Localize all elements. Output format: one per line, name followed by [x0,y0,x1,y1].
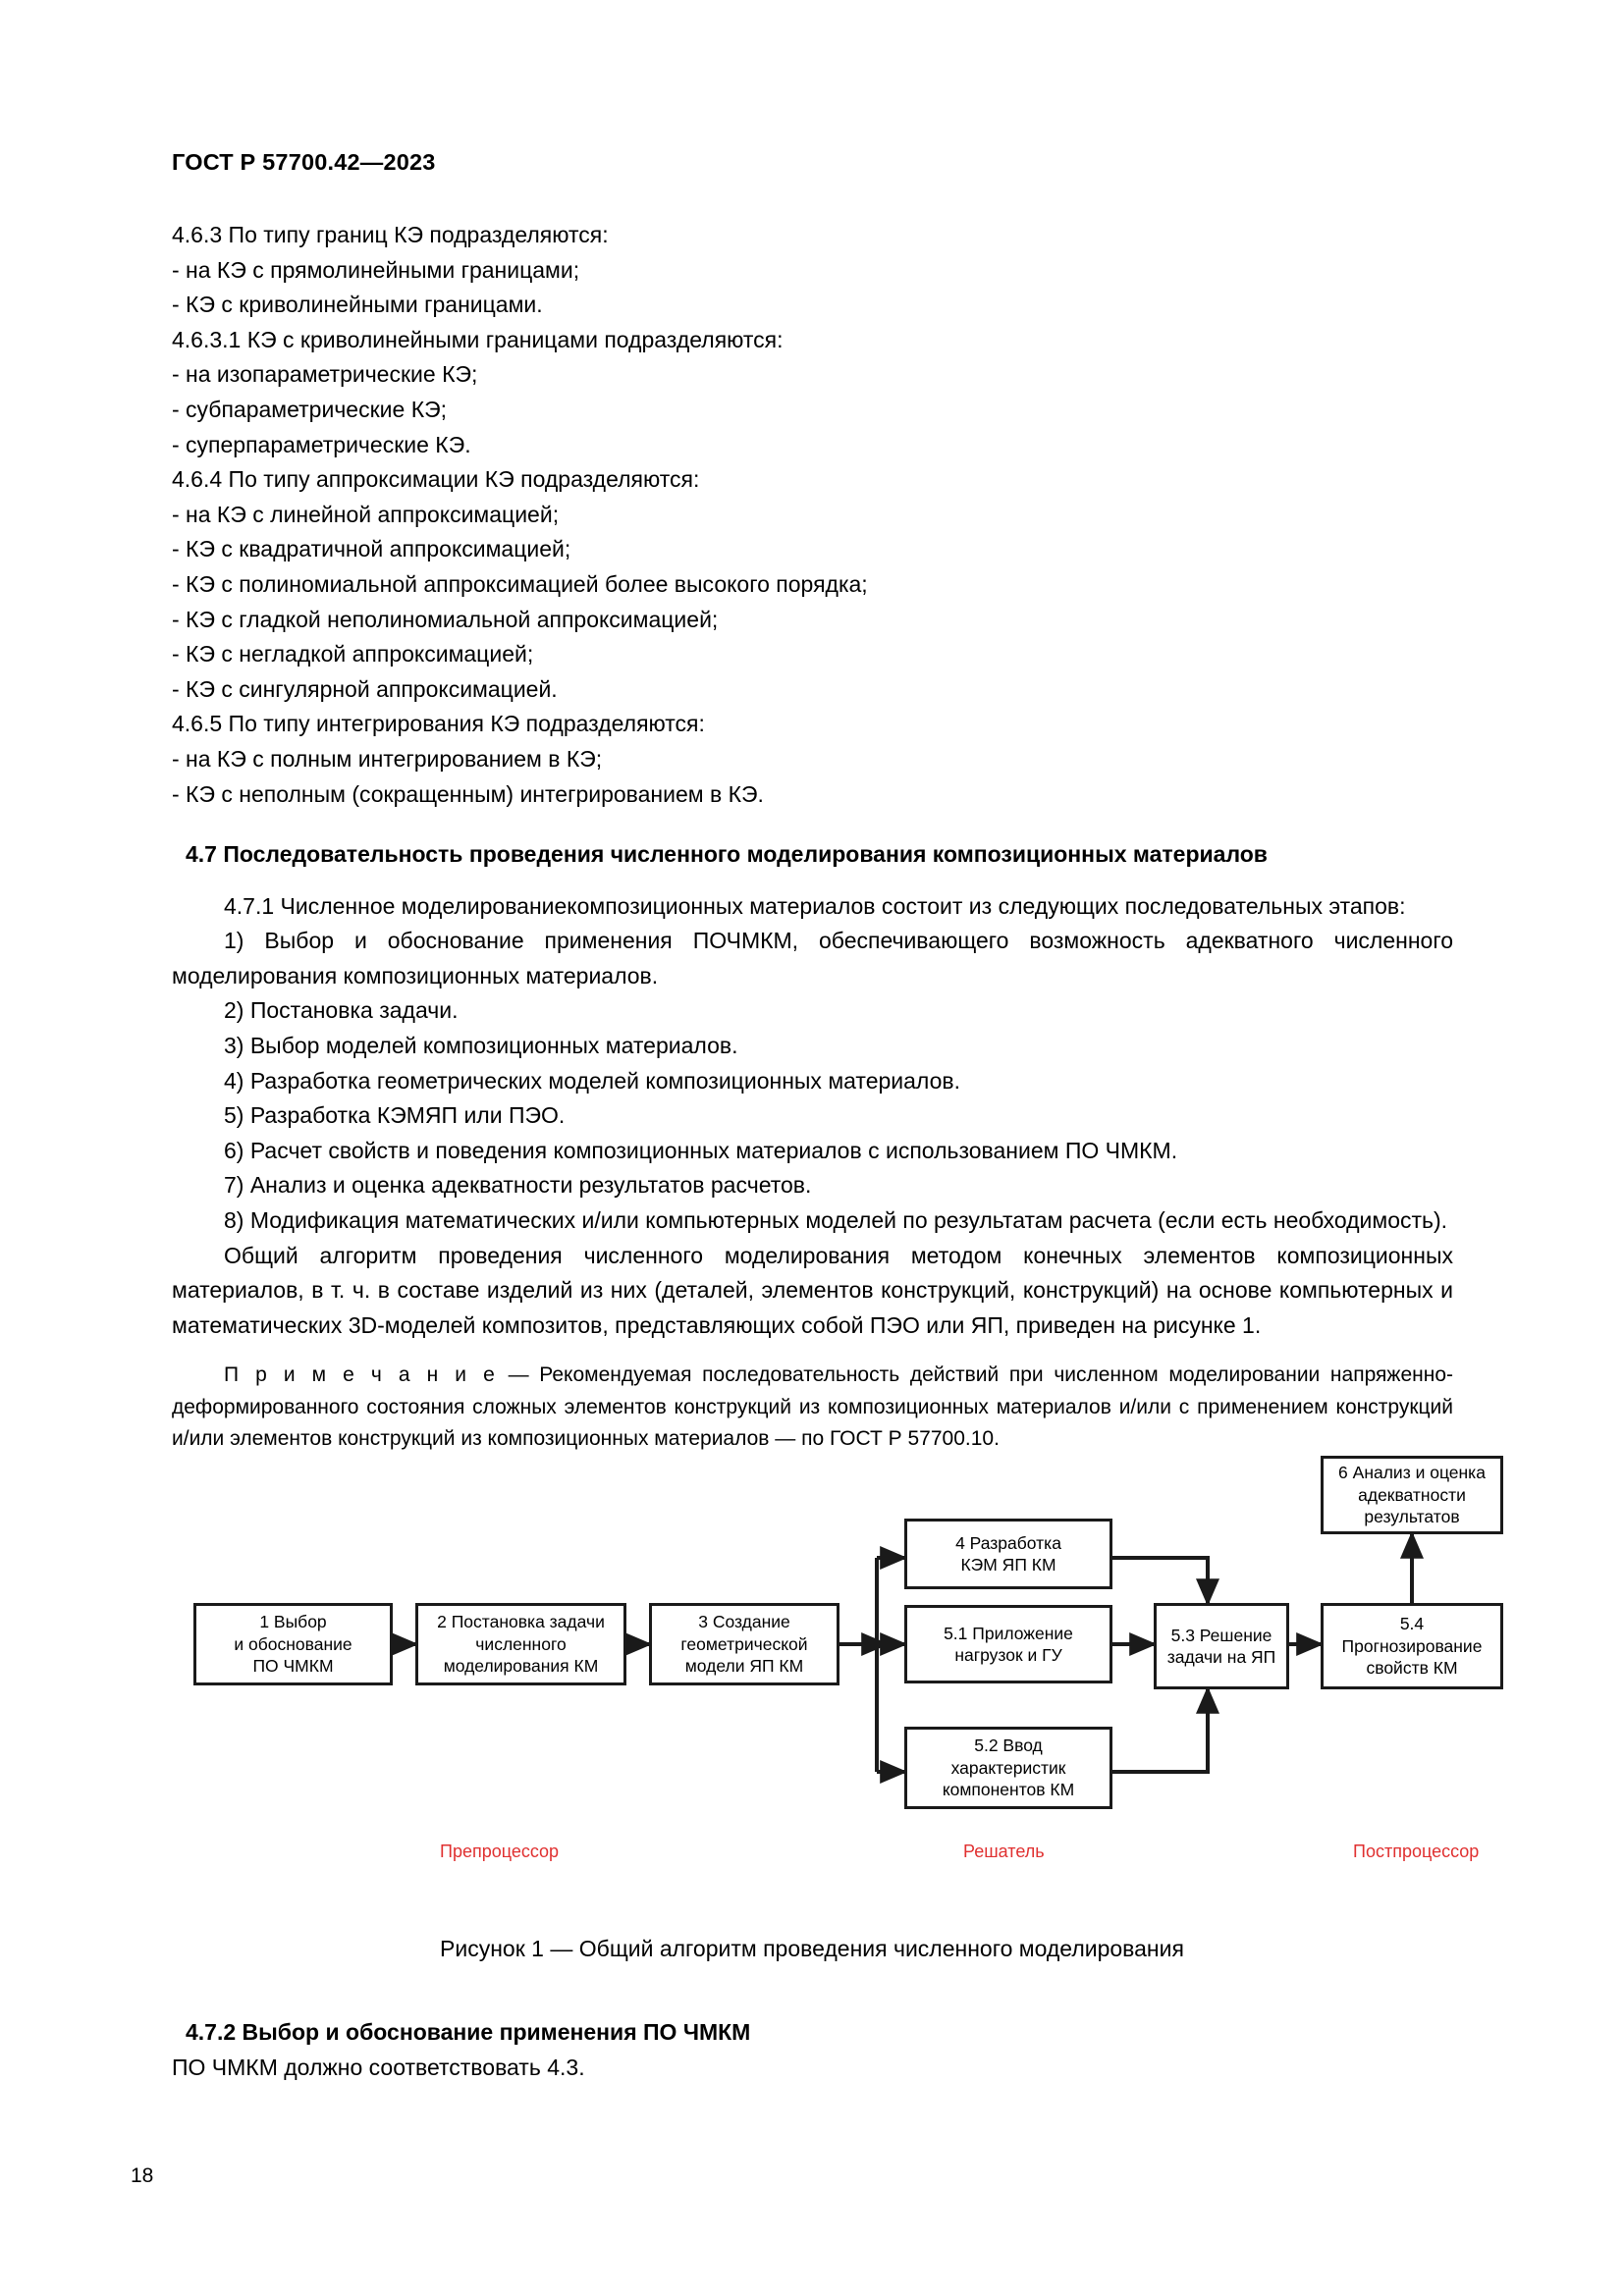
flow-node-5-2[interactable] [904,1727,1112,1809]
section-spacer [172,812,1453,837]
flow-node-3-label: 3 Создание геометрической модели ЯП КМ [680,1612,808,1677]
clause-4-6-5: 4.6.5 По типу интегрирования КЭ подразделяются: [172,711,705,737]
figure-1-flowchart [0,1463,1624,1899]
flow-node-2-label: 2 Постановка задачи численного моделирования КМ [437,1612,605,1677]
note-spacer [172,1343,1453,1360]
step-item-1: 1) Выбор и обоснование применения ПОЧМКМ, обеспечивающего возможность адекватного численного моделирования композиционных материалов. [172,928,1453,988]
clause-4-7-1: 4.7.1 Численное моделированиекомпозиционных материалов состоит из следующих последовательных этапов: [224,892,1406,919]
clause-4-6-3-1-item: - суперпараметрические КЭ. [172,431,471,457]
clause-4-6-3-1-item: - субпараметрические КЭ; [172,396,448,422]
flow-node-1-label: 1 Выбор и обоснование ПО ЧМКМ [234,1612,352,1677]
flow-node-4[interactable] [904,1519,1112,1589]
flow-node-5-4-label: 5.4 Прогнозирование свойств КМ [1341,1614,1483,1679]
clause-4-6-4-item: - КЭ с полиномиальной аппроксимацией более высокого порядка; [172,570,868,597]
stage-label-solver: Решатель [963,1842,1045,1861]
step-item-6: 6) Расчет свойств и поведения композиционных материалов с использованием ПО ЧМКМ. [224,1137,1178,1163]
note-paragraph [172,1360,1453,1456]
section-heading-4-7-wrap [172,837,1453,873]
stage-label-preprocessor: Препроцессор [440,1842,560,1861]
clause-4-6-3-1: 4.6.3.1 КЭ с криволинейными границами подразделяются: [172,326,784,352]
note-body: — Рекомендуемая последовательность действий при численном моделировании напряженно-деформированного состояния сложных элементов конструкций из композиционных материалов и/или с применением конструкций и/или элементов конструкций из композиционных материалов — по ГОСТ Р 57700.10. [172,1363,1453,1451]
flow-node-3[interactable] [649,1603,839,1685]
page-number: 18 [131,2164,154,2187]
step-item-5: 5) Разработка КЭМЯП или ПЭО. [224,1102,566,1129]
flow-node-5-1[interactable] [904,1605,1112,1683]
clause-4-7-2-text: ПО ЧМКМ должно соответствовать 4.3. [172,2054,585,2080]
flow-node-6-label: 6 Анализ и оценка адекватности результатов [1338,1463,1486,1527]
tail-sections [172,2015,1453,2085]
note-label: П р и м е ч а н и е [224,1363,498,1387]
running-header: ГОСТ Р 57700.42—2023 [172,149,436,175]
step-item-2: 2) Постановка задачи. [224,997,459,1024]
section-heading-4-7: 4.7 Последовательность проведения численного моделирования композиционных материалов [186,841,1268,868]
figure-1-caption: Рисунок 1 — Общий алгоритм проведения численного моделирования [440,1936,1184,1961]
step-item-8: 8) Модификация математических и/или компьютерных моделей по результатам расчета (если есть необходимость). [224,1207,1448,1234]
flow-node-5-2-label: 5.2 Ввод характеристик компонентов КМ [942,1735,1075,1800]
step-item-7: 7) Анализ и оценка адекватности результатов расчетов. [224,1172,812,1199]
step-item-4: 4) Разработка геометрических моделей композиционных материалов. [224,1067,960,1094]
flow-node-4-label: 4 Разработка КЭМ ЯП КМ [955,1532,1061,1575]
flow-node-1[interactable] [193,1603,393,1685]
heading-spacer [172,873,1453,889]
flow-node-2[interactable] [415,1603,626,1685]
step-item-3: 3) Выбор моделей композиционных материалов. [224,1033,738,1059]
flow-node-5-4[interactable] [1321,1603,1503,1689]
clause-4-6-5-item: - КЭ с неполным (сокращенным) интегрированием в КЭ. [172,780,764,807]
general-algorithm-paragraph: Общий алгоритм проведения численного моделирования методом конечных элементов композиционных материалов, в т. ч. в составе изделий из них (деталей, элементов конструкций, конструкций) на основе компьютерных и математических 3D-моделей композитов, представляющих собой ПЭО или ЯП, приведен на рисунке 1. [172,1242,1453,1338]
clause-4-6-4-item: - КЭ с гладкой неполиномиальной аппроксимацией; [172,606,719,632]
clause-4-6-4-item: - КЭ с квадратичной аппроксимацией; [172,536,571,562]
clause-4-6-5-item: - на КЭ с полным интегрированием в КЭ; [172,745,603,772]
clause-4-6-4-item: - КЭ с негладкой аппроксимацией; [172,641,534,667]
clause-4-6-3: 4.6.3 По типу границ КЭ подразделяются: [172,222,609,247]
flow-node-6[interactable] [1321,1456,1503,1534]
clause-4-6-4-item: - на КЭ с линейной аппроксимацией; [172,501,560,527]
clause-4-6-3-item: - КЭ с криволинейными границами. [172,292,543,318]
stage-label-postprocessor: Постпроцессор [1353,1842,1480,1861]
clause-4-6-4: 4.6.4 По типу аппроксимации КЭ подразделяются: [172,466,700,493]
flow-node-5-1-label: 5.1 Приложение нагрузок и ГУ [944,1623,1073,1665]
section-heading-4-7-2: 4.7.2 Выбор и обоснование применения ПО ЧМКМ [186,2019,751,2045]
clause-4-6-4-item: - КЭ с сингулярной аппроксимацией. [172,675,558,702]
clause-4-6-3-1-item: - на изопараметрические КЭ; [172,361,478,388]
flow-node-5-3-label: 5.3 Решение задачи на ЯП [1166,1625,1276,1667]
clause-4-6-3-item: - на КЭ с прямолинейными границами; [172,256,580,283]
flow-node-5-3[interactable] [1154,1603,1289,1689]
main-text-column [172,218,1453,1456]
